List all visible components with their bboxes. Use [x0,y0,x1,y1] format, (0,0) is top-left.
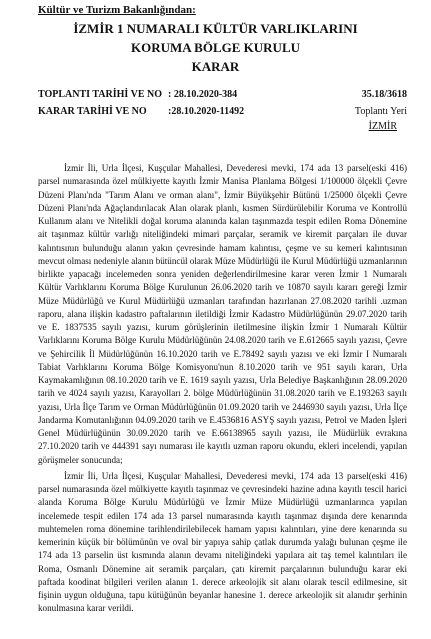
meeting-place-label: Toplantı Yeri [354,106,407,117]
paragraph-findings: İzmir İli, Urla İlçesi, Kuşçular Mahallesi, Devederesi mevki, 174 ada 13 parsel(eski 416) parsel numarasında özel mülkiyette kayıtlı İzmir Manisa Planlama Bölgesi 1/100000 ölçekli Çevre Düzeni Planı'nda "Tarım Alanı ve orman alanı", İzmir Büyükşehir Bütünü 1/25000 ölçekli Çevre Düzeni Planı'nda Ağaçlandırılacak Alan olarak planlı, kısmen Sürdürülebilir Koruma ve Kontrollü Kullanım alanı ve Nitelikli doğal koruma alanında kalan taşınmazda tespit edilen Roma Dönemine ait taşınmaz kültür varlığı niteliğindeki mimari parçalar, seramik ve kiremit parçaları ile duvar kalıntısının bulunduğu alanın yakın çevresinde hamam kalıntısı, çeşme ve su kemeri kalıntısının mevcut olması nedeniyle alanın bütüncül olarak Müze Müdürlüğü ile Kurul Müdürlüğü uzmanlarının birlikte yapacağı incelemeden sonra yeniden değerlendirilmesine karar veren İzmir 1 Numaralı Kültür Varlıklarını Koruma Bölge Kurulunun 26.06.2020 tarih ve 10870 sayılı kararı gereği İzmir Müze Müdürlüğü ve Kurul Müdürlüğü uzmanları tarafından hazırlanan 27.08.2020 tarihli .uzman raporu, alana ilişkin kadastro paftalarının iletildiği İzmir Kadastro Müdürlüğünün 29.07.2020 tarih ve E. 1837535 sayılı yazısı, kurum görüşlerinin iletilmesine ilişkin İzmir 1 Numaralı Kültür Varlıklarını Koruma Bölge Kurulu Müdürlüğünün 24.08.2020 tarih ve E.612665 sayılı yazısı, Çevre ve Şehircilik İl Müdürlüğünün 16.10.2020 tarih ve E.78492 sayılı yazısı ve eki İzmir I Numaralı Tabiat Varlıklarını Koruma Bölge Komisyonu'nun 8.10.2020 tarih ve 951 sayılı kararı, Urla Kaymakamlığının 08.10.2020 tarih ve E. 1619 sayılı yazısı, Urla Belediye Başkanlığının 28.09.2020 tarih ve 4024 sayılı yazısı, Karayolları 2. bölge Müdürlüğünün 31.08.2020 tarih ve E.193263 sayılı yazısı, Urla İlçe Tarım ve Orman Müdürlüğünün 01.09.2020 tarih ve 2446930 sayılı yazısı, Urla İlçe Jandarma Komutanlığının 04.09.2020 tarih ve E.4536816 ASYŞ sayılı yazısı, Petrol ve Maden İşleri Genel Müdürlüğünün 30.09.2020 tarih ve E.66138965 sayılı yazısı, ile Müdürlük evrakına 27.10.2020 tarih ve 444391 sayı numarası ile kayıtlı uzman raporu okundu, ekleri incelendi, yapılan görüşmeler sonucunda; [38,163,407,465]
decision-date-label: KARAR TARİHİ VE NO [38,106,147,117]
ministry-header: Kültür ve Turizm Bakanlığından: [38,4,196,16]
decision-date-value: :28.10.2020-11492 [168,106,245,117]
board-title-line-2: KORUMA BÖLGE KURULU [130,40,300,55]
meeting-info-row [38,89,407,103]
meeting-place-row [38,121,407,135]
decision-heading [0,19,431,76]
board-title-line-1: İZMİR 1 NUMARALI KÜLTÜR VARLIKLARINI [73,21,358,36]
paragraph-decision: İzmir İli, Urla İlçesi, Kuşçular Mahallesi, Devederesi mevki, 174 ada 13 parsel(eski 416) parsel numarasında özel mülkiyette kayıtlı taşınmaz ve çevresindeki hazine adına kayıtlı tescil harici alanda Koruma Bölge Kurulu Müdürlüğü ve İzmir Müze Müdürlüğü uzmanlarınca yapılan incelemede tespit edilen 174 ada 13 parsel numarasında kayıtlı taşınmaz dışında dere kenarında muhtemelen roma döneminе tarihlendirilebilecek hamam yapısı kalıntıları, yine dere kenarında su kemerinin küçük bir bölümünün ve oval bir yapıya sahip çatlak durumda yalağı bulunan çeşme ile 174 ada 13 parselin üst kısmında alanın devamı niteliğindeki yapılara ait taş temel kalıntıları ile Roma, Osmanlı Dönemine ait seramik parçaları, çatı kiremit parçalarının bulunduğu karar eki paftada koodinat bilgileri verilen alanın 1. derece arkeolojik sit alanı olarak tescil edilmesine, sit fişinin uygun olduğuna, tapu kütüğünün beyanlar hanesine 1. derece arkeolojik sit alanıdır şerhinin konulmasına karar verildi. [38,470,407,614]
meeting-place-value: İZMİR [368,121,397,132]
decision-number: 35.18/3618 [361,89,407,100]
karar-title: KARAR [191,59,240,74]
meeting-date-value: : 28.10.2020-384 [168,89,238,100]
decision-info-row [38,106,407,120]
decision-body [38,162,407,616]
meeting-date-label: TOPLANTI TARİHİ VE NO [38,89,163,100]
